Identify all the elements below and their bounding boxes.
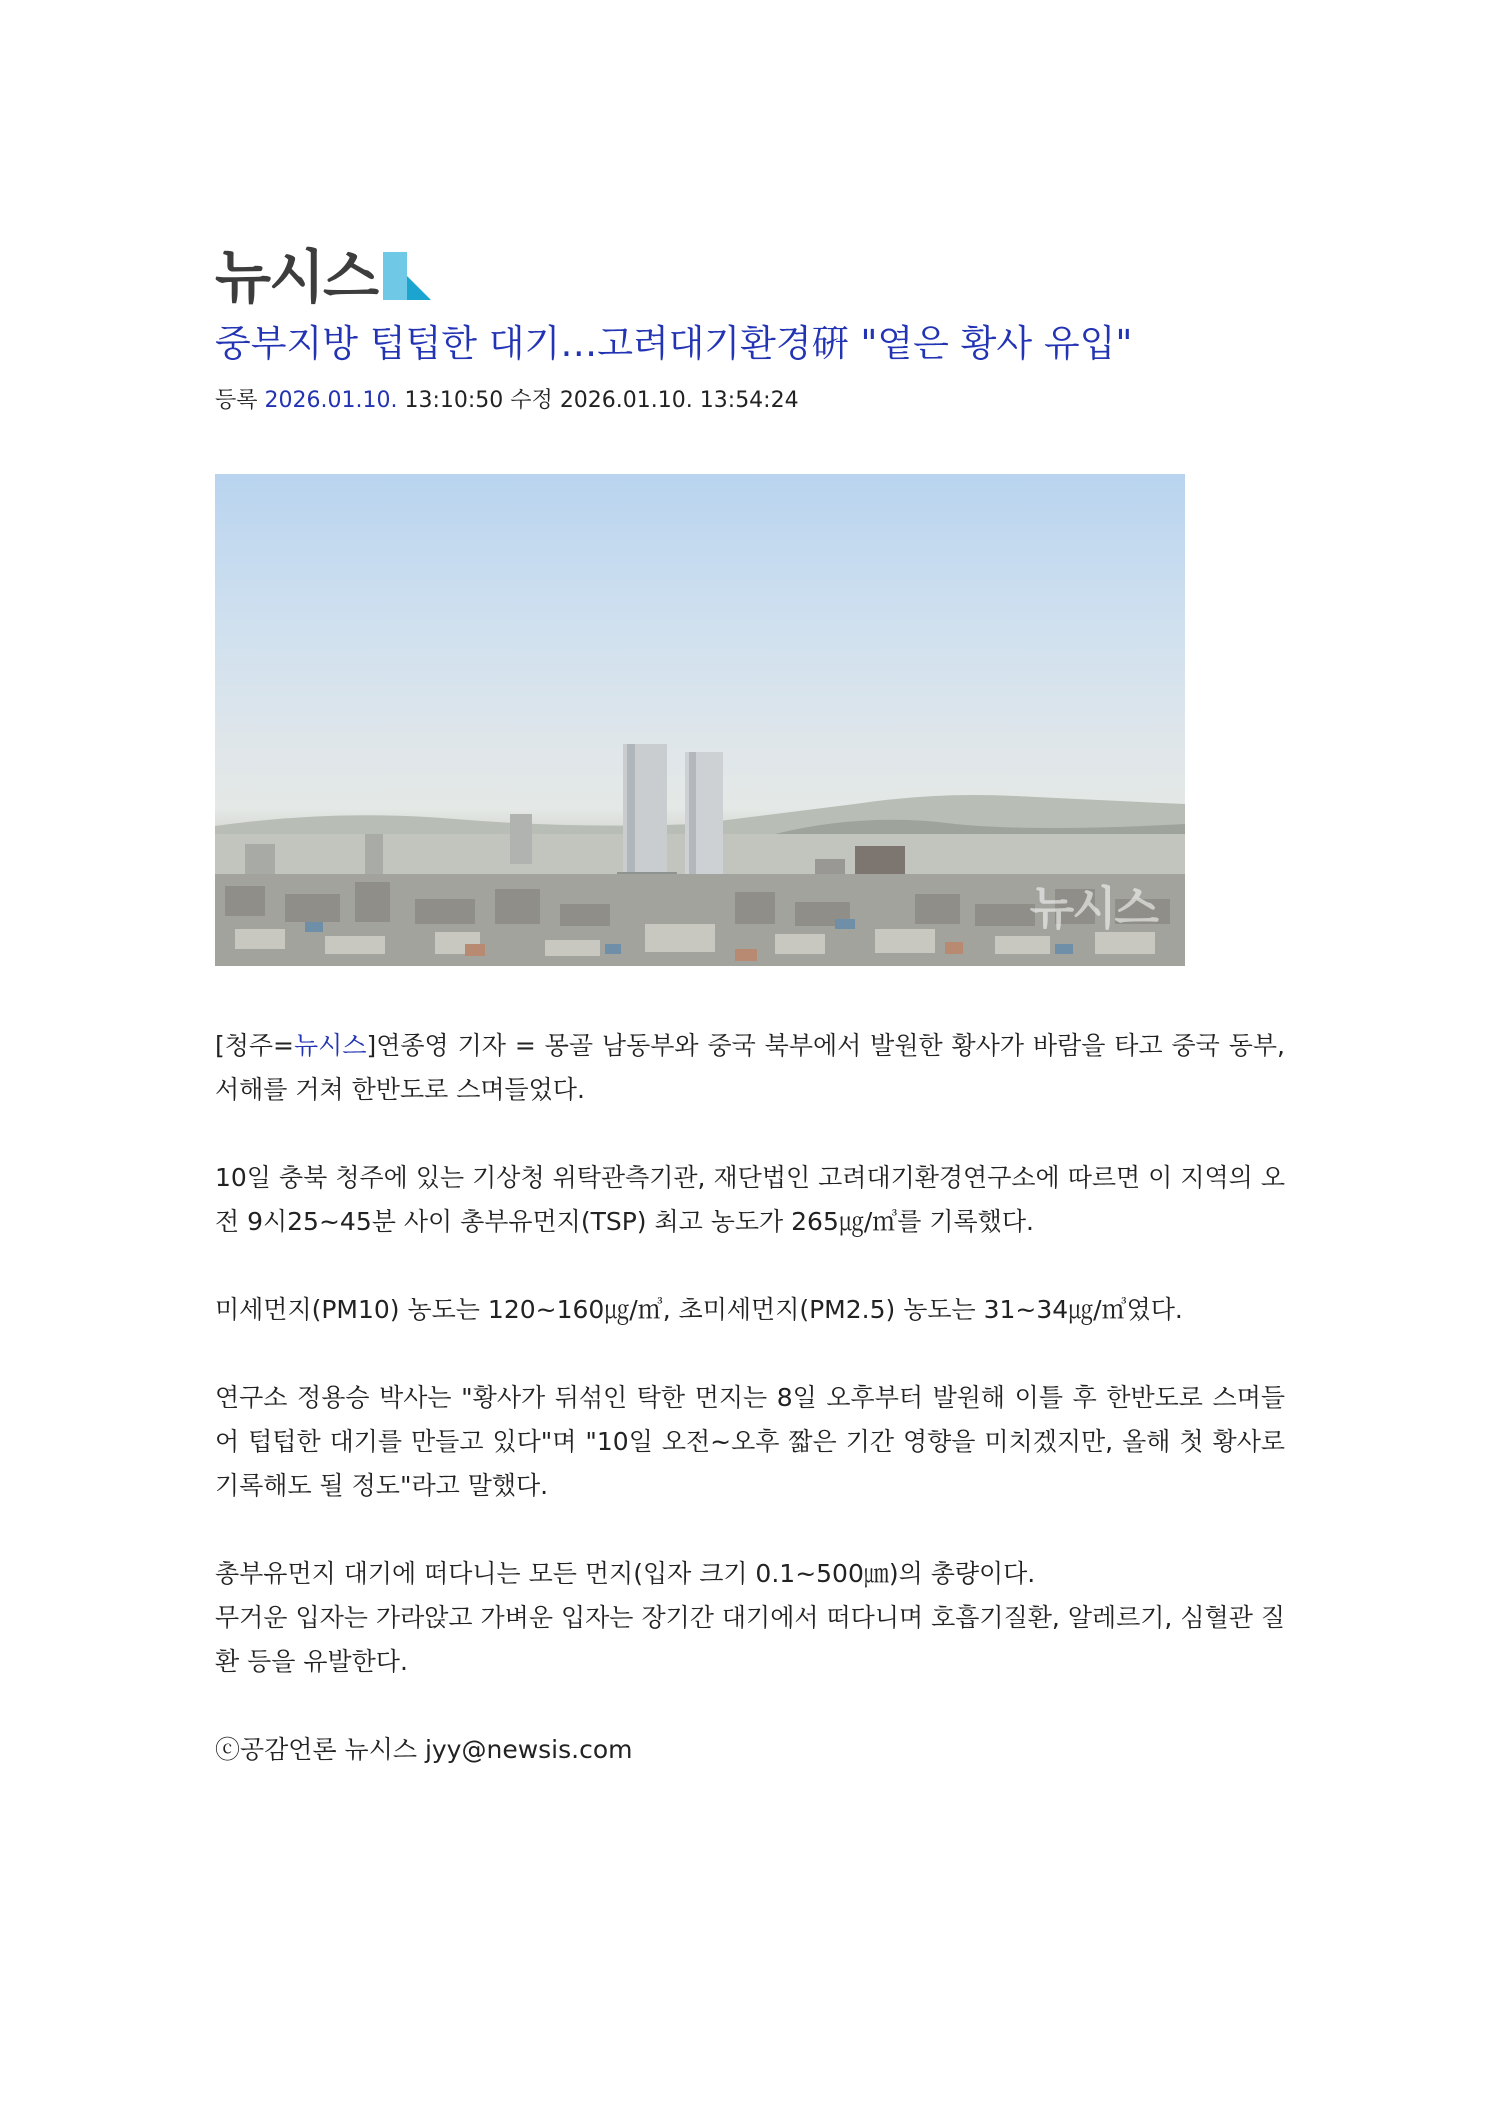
registered-label: 등록: [215, 388, 258, 413]
logo-mark-icon: [383, 252, 431, 300]
lead-text: 연종영 기자 = 몽골 남동부와 중국 북부에서 발원한 황사가 바람을 타고 중국 동부, 서해를 거쳐 한반도로 스며들었다.: [215, 1031, 1285, 1104]
article-meta: [215, 386, 1285, 416]
body-paragraph: 10일 충북 청주에 있는 기상청 위탁관측기관, 재단법인 고려대기환경연구소에 따르면 이 지역의 오전 9시25~45분 사이 총부유먼지(TSP) 최고 농도가 265㎍/㎥를 기록했다.: [215, 1163, 1285, 1236]
tsp-effects: 무거운 입자는 가라앉고 가벼운 입자는 장기간 대기에서 떠다니며 호흡기질환, 알레르기, 심혈관 질환 등을 유발한다.: [215, 1603, 1285, 1676]
modified-date: 2026.01.10.: [559, 388, 693, 413]
article-page: [215, 240, 1285, 1772]
body-paragraph: 미세먼지(PM10) 농도는 120~160㎍/㎥, 초미세먼지(PM2.5) 농도는 31~34㎍/㎥였다.: [215, 1295, 1183, 1324]
registered-date: 2026.01.10.: [264, 388, 398, 413]
article-body: [215, 1024, 1285, 1772]
newsis-logo[interactable]: [215, 240, 1285, 311]
registered-time: 13:10:50: [404, 388, 504, 413]
modified-time: 13:54:24: [699, 388, 799, 413]
photo-watermark: 뉴시스: [1029, 881, 1157, 935]
lead-paragraph: [215, 1024, 1285, 1112]
copyright-line: ⓒ공감언론 뉴시스 jyy@newsis.com: [215, 1735, 633, 1764]
dateline-close: ]: [366, 1031, 377, 1060]
dateline-agency: 뉴시스: [294, 1031, 367, 1060]
tsp-definition: 총부유먼지 대기에 떠다니는 모든 먼지(입자 크기 0.1~500㎛)의 총량이다.: [215, 1559, 1036, 1588]
body-paragraph: 연구소 정용승 박사는 "황사가 뒤섞인 탁한 먼지는 8일 오후부터 발원해 이틀 후 한반도로 스며들어 텁텁한 대기를 만들고 있다"며 "10일 오전~오후 짧은 기간 영향을 미치겠지만, 올해 첫 황사로 기록해도 될 정도"라고 말했다.: [215, 1383, 1285, 1500]
logo-text: 뉴시스: [215, 243, 378, 311]
article-photo: [215, 474, 1185, 966]
modified-label: 수정: [510, 388, 553, 413]
article-headline: 중부지방 텁텁한 대기…고려대기환경硏 "옅은 황사 유입": [215, 322, 1133, 365]
dateline-open: [청주=: [215, 1031, 295, 1060]
